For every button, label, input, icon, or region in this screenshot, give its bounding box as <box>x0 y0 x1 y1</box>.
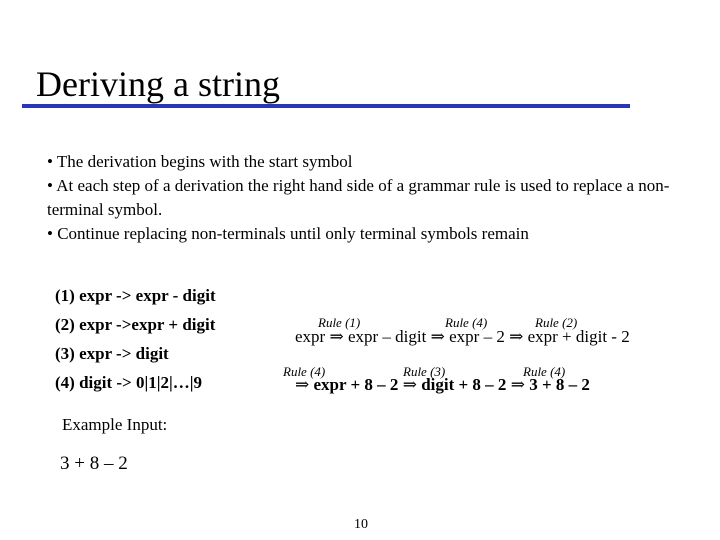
derivation-term: expr + 8 – 2 <box>313 375 399 394</box>
example-input-label: Example Input: <box>62 415 168 434</box>
grammar-rule: (2) expr ->expr + digit <box>55 315 216 334</box>
rule-label: Rule (2) <box>535 315 578 330</box>
bullet-item: • At each step of a derivation the right hand side of a grammar rule is used to replace a non-terminal symbol. <box>47 176 670 219</box>
bullet-list <box>47 150 687 246</box>
title-underline <box>22 104 630 108</box>
rule-label: Rule (4) <box>283 364 326 379</box>
grammar-rules <box>55 281 216 397</box>
implies-arrow-icon: ⇒ <box>509 327 528 346</box>
implies-arrow-icon: ⇒ <box>510 375 530 394</box>
rule-label: Rule (1) <box>318 315 361 330</box>
rule-label: Rule (4) <box>445 315 488 330</box>
implies-arrow-icon: ⇒ <box>295 375 314 394</box>
grammar-rule: (1) expr -> expr - digit <box>55 286 216 305</box>
derivation-term: expr – 2 <box>449 327 505 346</box>
implies-arrow-icon: ⇒ <box>430 327 450 346</box>
bullet-item: • The derivation begins with the start symbol <box>47 152 353 171</box>
rule-label: Rule (3) <box>403 364 446 379</box>
derivation-term: expr <box>295 327 326 346</box>
rule-label: Rule (4) <box>523 364 566 379</box>
derivation-term: expr + digit - 2 <box>527 327 630 346</box>
derivation-term: 3 + 8 – 2 <box>529 375 590 394</box>
implies-arrow-icon: ⇒ <box>402 375 422 394</box>
derivation-term: digit + 8 – 2 <box>421 375 507 394</box>
bullet-item: • Continue replacing non-terminals until only terminal symbols remain <box>47 224 529 243</box>
slide-title: Deriving a string <box>36 64 280 104</box>
derivation-line-1 <box>295 327 630 347</box>
implies-arrow-icon: ⇒ <box>329 327 348 346</box>
page-number: 10 <box>354 517 368 532</box>
example-input-value: 3 + 8 – 2 <box>60 453 128 474</box>
grammar-rule: (3) expr -> digit <box>55 344 169 363</box>
derivation-term: expr – digit <box>347 327 427 346</box>
grammar-rule: (4) digit -> 0|1|2|…|9 <box>55 373 202 392</box>
